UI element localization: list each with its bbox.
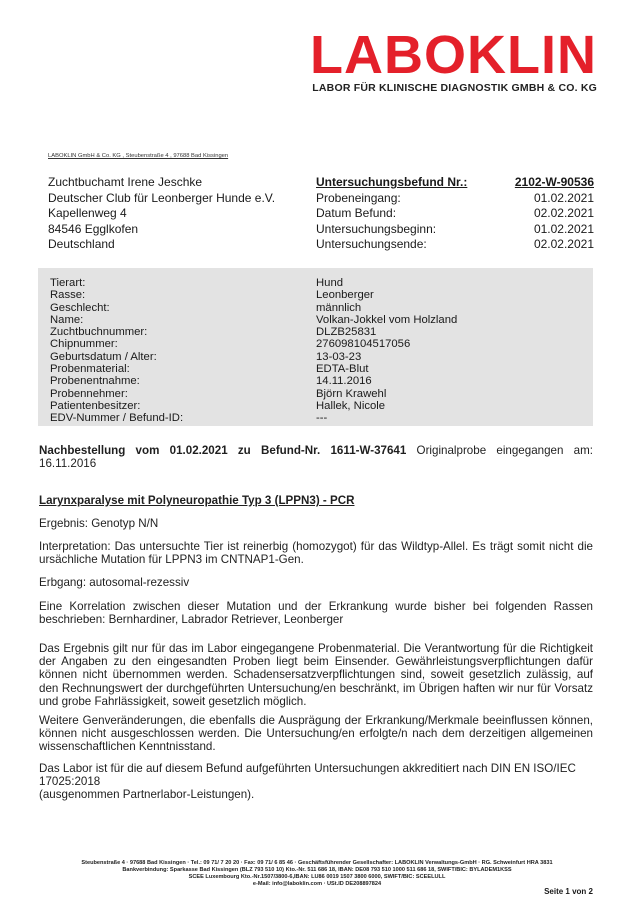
animal-info-value: Björn Krawehl (316, 387, 387, 400)
animal-info-row (50, 277, 457, 289)
laboklin-logo (310, 25, 597, 94)
test-correlation: Eine Korrelation zwischen dieser Mutation und der Erkrankung wurde bisher bei folgenden Rassen beschrieben: Bernhardiner, Labrador Retriever, Leonberger (39, 600, 593, 627)
animal-info-label: Geschlecht: (50, 301, 110, 314)
animal-info-value: 13-03-23 (316, 350, 362, 363)
report-date-value: 01.02.2021 (533, 190, 594, 205)
animal-info-row (50, 412, 457, 424)
footer-line: SCEE Luxembourg Kto.-Nr.1507/3800-6,IBAN: LU86 0019 1507 3800 6000, SWIFT/BIC: SCEELULL (188, 874, 446, 880)
reorder-note-bold: Nachbestellung vom 01.02.2021 zu Befund-Nr. 1611-W-37641 (39, 444, 407, 457)
report-number: 2102-W-90536 (514, 175, 594, 189)
animal-info-label: Rasse: (50, 289, 86, 302)
logo-subtitle: LABOR FÜR KLINISCHE DIAGNOSTIK GMBH & CO. KG (312, 82, 597, 94)
test-interpretation: Interpretation: Das untersuchte Tier ist reinerbig (homozygot) für das Wildtyp-Allel. Es trägt somit nicht die ursächliche Mutation für LPPN3 im CNTNAP1-Gen. (39, 540, 593, 567)
animal-info-label: Patientenbesitzer: (50, 399, 141, 412)
report-date-value: 01.02.2021 (533, 221, 594, 236)
report-date-row (316, 222, 594, 238)
animal-info-row (50, 289, 457, 301)
footer-line: Bankverbindung: Sparkasse Bad Kissingen (BLZ 793 510 10) Kto.-Nr. 511 686 18, IBAN: DE08 793 510 1000 511 686 18, SWIFT/BIC: BYLADEM1KSS (122, 867, 512, 873)
animal-info-row (50, 302, 457, 314)
recipient-line: 84546 Egglkofen (48, 221, 139, 236)
animal-info-row (50, 338, 457, 350)
page-footer (36, 860, 598, 888)
accreditation-text: Das Labor ist für die auf diesem Befund aufgeführten Untersuchungen akkreditiert nach DIN EN ISO/IEC 17025:2018 (39, 762, 576, 789)
animal-info-row (50, 314, 457, 326)
animal-info-row (50, 363, 457, 375)
logo-wordmark: LABOKLIN (310, 25, 597, 85)
report-date-row (316, 191, 594, 207)
disclaimer-liability: Das Ergebnis gilt nur für das im Labor eingegangene Probenmaterial. Die Verantwortung für die Richtigkeit der Angaben zu den eingesandten Proben liegt beim Einsender. Gewährleistungsverpflichtungen dafür können nicht übernommen werden. Schadensersatzverpflichtungen sind, soweit gesetzlich zulässig, auf den Rechnungswert der durchgeführten Untersuchung/en beschränkt, im Übrigen haften wir nur für Vorsatz und grobe Fahrlässigkeit, soweit gesetzlich möglich. (39, 642, 593, 708)
report-date-label: Untersuchungsende: (316, 237, 427, 251)
animal-info-row (50, 351, 457, 363)
animal-info-value: Volkan-Jokkel vom Holzland (316, 313, 458, 326)
test-title: Larynxparalyse mit Polyneuropathie Typ 3 (LPPN3) - PCR (39, 494, 355, 507)
animal-info-row (50, 375, 457, 387)
animal-info-table (50, 277, 457, 425)
animal-info-value: Leonberger (316, 289, 374, 302)
animal-info-value: EDTA-Blut (316, 363, 369, 376)
report-number-row (316, 175, 594, 191)
animal-info-value: Hallek, Nicole (316, 399, 386, 412)
disclaimer-accreditation (39, 762, 593, 802)
recipient-line: Kapellenweg 4 (48, 206, 127, 220)
animal-info-label: Name: (50, 313, 84, 326)
animal-info-label: Probenmaterial: (50, 363, 130, 376)
animal-info-label: Probenentnahme: (50, 375, 140, 388)
test-inheritance: Erbgang: autosomal-rezessiv (39, 576, 190, 589)
test-result: Ergebnis: Genotyp N/N (39, 517, 159, 530)
reorder-note (39, 444, 593, 470)
animal-info-label: Tierart: (50, 277, 86, 289)
animal-info-value: männlich (316, 301, 362, 314)
animal-info-row (50, 400, 457, 412)
sender-return-address: LABOKLIN GmbH & Co. KG , Steubenstraße 4 , 97688 Bad Kissingen (48, 153, 229, 159)
animal-info-label: Geburtsdatum / Alter: (50, 350, 157, 363)
footer-line: e-Mail: info@laboklin.com · USt.ID DE208897824 (252, 881, 382, 887)
reorder-note-rest: Originalprobe eingegangen am: 16.11.2016 (39, 444, 593, 471)
animal-info-label: EDV-Nummer / Befund-ID: (50, 412, 184, 425)
animal-info-value: DLZB25831 (316, 326, 377, 339)
report-date-row (316, 237, 594, 253)
page-indicator: Seite 1 von 2 (544, 887, 593, 896)
animal-info-row (50, 326, 457, 338)
report-date-label: Probeneingang: (316, 190, 401, 205)
report-date-row (316, 206, 594, 222)
report-date-value: 02.02.2021 (533, 237, 594, 251)
footer-line: Steubenstraße 4 · 97688 Bad Kissingen · Tel.: 09 71/ 7 20 20 · Fax: 09 71/ 6 85 46 · Geschäftsführender Gesellschafter: LABOKLIN Verwaltungs-GmbH · RG. Schweinfurt HRA 3831 (81, 860, 553, 866)
recipient-address (48, 175, 275, 253)
recipient-line: Zuchtbuchamt Irene Jeschke (48, 175, 203, 189)
recipient-line: Deutschland (48, 237, 115, 251)
animal-info-value: Hund (316, 277, 344, 289)
partner-note: (ausgenommen Partnerlabor-Leistungen). (39, 788, 255, 802)
report-number-label: Untersuchungsbefund Nr.: (316, 175, 468, 189)
report-date-value: 02.02.2021 (533, 206, 594, 220)
animal-info-label: Probennehmer: (50, 387, 128, 400)
report-info (316, 175, 594, 253)
report-date-label: Datum Befund: (316, 206, 397, 220)
animal-info-box (38, 268, 593, 426)
report-date-label: Untersuchungsbeginn: (316, 221, 437, 236)
animal-info-label: Chipnummer: (50, 338, 118, 351)
animal-info-value: --- (316, 412, 328, 425)
animal-info-label: Zuchtbuchnummer: (50, 326, 148, 339)
recipient-line: Deutscher Club für Leonberger Hunde e.V. (48, 190, 276, 205)
animal-info-row (50, 388, 457, 400)
animal-info-value: 14.11.2016 (316, 375, 372, 388)
animal-info-value: 276098104517056 (316, 338, 411, 351)
disclaimer-genetics: Weitere Genveränderungen, die ebenfalls die Ausprägung der Erkrankung/Merkmale beeinflussen können, können nicht ausgeschlossen werden. Die Untersuchung/en erfolgte/n nach dem derzeitigen allgemeinen wissenschaftlichen Kenntnisstand. (39, 714, 593, 754)
